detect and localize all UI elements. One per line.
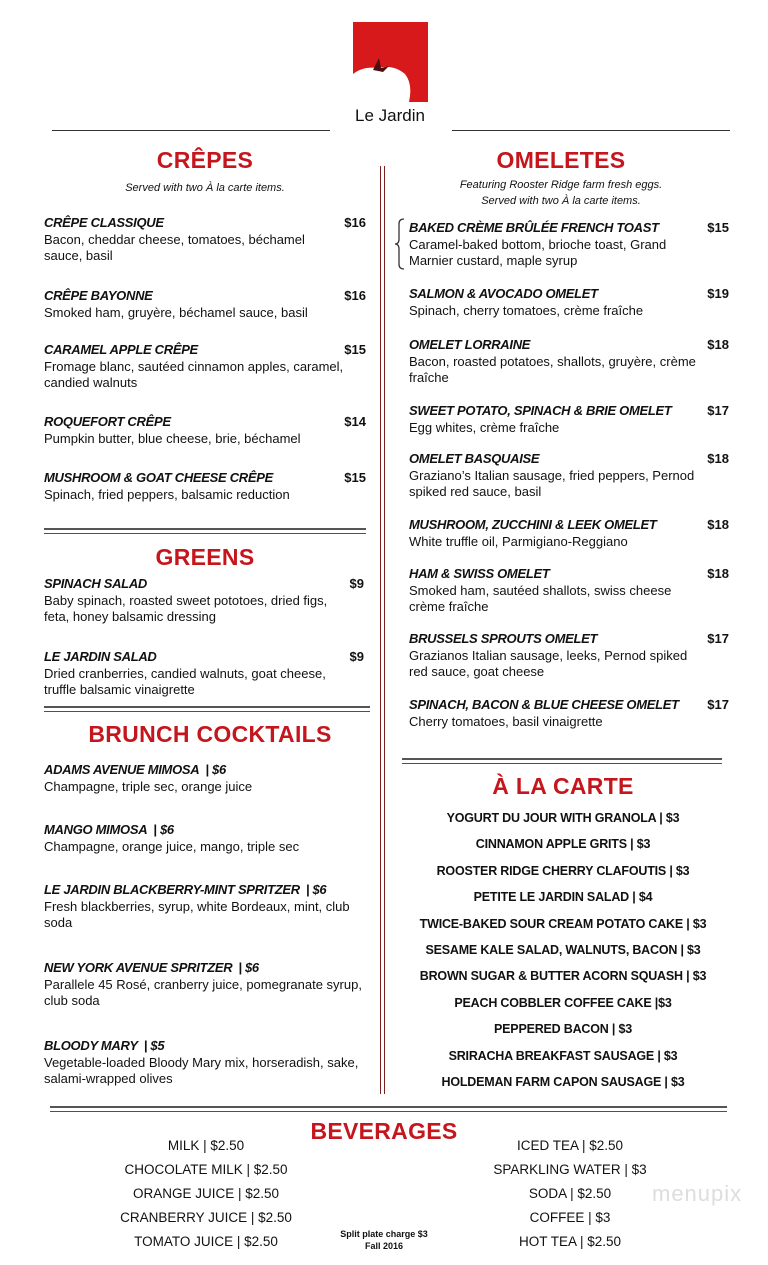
alacarte-item: YOGURT DU JOUR WITH GRANOLA | $3 [446,811,680,825]
beverage-item: MILK | $2.50 [167,1138,245,1153]
item-description: Caramel-baked bottom, brioche toast, Grand Marnier custard, maple syrup [409,236,667,268]
crepes-subtitle: Served with two À la carte items. [125,182,285,194]
item-description: Baby spinach, roasted sweet pototoes, dried figs, feta, honey balsamic dressing [44,592,328,624]
menu-item [409,451,729,501]
item-name [409,403,729,420]
item-description: Vegetable-loaded Bloody Mary mix, horseradish, sake, salami-wrapped olives [44,1054,359,1086]
item-name-text: ADAMS AVENUE MIMOSA [44,762,200,777]
alacarte-item: PEACH COBBLER COFFEE CAKE |$3 [454,995,672,1010]
item-description: Spinach, cherry tomatoes, crème fraîche [409,302,644,318]
menu-item [409,403,729,436]
item-description: Egg whites, crème fraîche [409,419,560,435]
menu-item [44,470,366,503]
item-name [44,288,366,305]
item-name-text: BRUSSELS SPROUTS OMELET [409,631,598,646]
beverage-item: HOT TEA | $2.50 [518,1234,622,1249]
item-description: Smoked ham, gruyère, béchamel sauce, basil [44,304,308,320]
cocktails-title: BRUNCH COCKTAILS [88,721,332,747]
section-divider [402,758,722,764]
logo [353,22,428,102]
item-price: $18 [707,451,729,466]
menu-item [409,337,729,387]
omeletes-subtitle: Served with two À la carte items. [481,195,641,207]
beverage-item: CRANBERRY JUICE | $2.50 [120,1210,292,1225]
item-description: Champagne, orange juice, mango, triple sec [44,838,300,854]
alacarte-title: À LA CARTE [492,773,634,799]
menu-item [409,517,729,550]
item-name-text: BAKED CRÈME BRÛLÉE FRENCH TOAST [409,220,659,235]
item-description: Parallele 45 Rosé, cranberry juice, pomegranate syrup, club soda [44,976,362,1008]
alacarte-item: TWICE-BAKED SOUR CREAM POTATO CAKE | $3 [419,916,707,931]
item-name [409,631,729,648]
item-price: | $5 [143,1038,165,1053]
menu-item [44,414,366,447]
item-name [409,697,729,714]
section-divider [44,528,366,534]
item-price: $15 [344,470,366,485]
footer-note [304,1228,464,1252]
item-name-text: SPINACH, BACON & BLUE CHEESE OMELET [409,697,679,712]
item-description: Cherry tomatoes, basil vinaigrette [409,713,603,729]
item-name [44,762,364,779]
item-price: $9 [349,576,364,591]
greens-title: GREENS [155,544,255,570]
item-description: Spinach, fried peppers, balsamic reduction [44,486,290,502]
menu-item [44,215,366,265]
item-name [44,649,364,666]
item-name [44,822,364,839]
item-name-text: CRÊPE BAYONNE [44,288,153,303]
menu-item [409,566,729,616]
alacarte-item: PEPPERED BACON | $3 [494,1022,632,1037]
menu-item [44,649,364,699]
item-name-text: LE JARDIN BLACKBERRY-MINT SPRITZER [44,882,300,897]
item-price: $17 [707,403,729,418]
alacarte-item: HOLDEMAN FARM CAPON SAUSAGE | $3 [441,1075,685,1089]
alacarte-item: PETITE LE JARDIN SALAD | $4 [473,890,653,905]
item-price: | $6 [153,822,174,837]
beverage-item: TOMATO JUICE | $2.50 [134,1234,278,1249]
alacarte-item: SRIRACHA BREAKFAST SAUSAGE | $3 [448,1048,678,1063]
omeletes-subtitle: Featuring Rooster Ridge farm fresh eggs. [459,179,663,191]
item-name [409,220,729,237]
beverage-item: SPARKLING WATER | $3 [493,1162,647,1177]
item-price: $18 [707,566,729,581]
item-name [44,1038,364,1055]
item-name-text: ROQUEFORT CRÊPE [44,414,171,429]
menu-item [44,822,364,855]
beverage-item: ICED TEA | $2.50 [516,1138,624,1153]
beverage-item: SODA | $2.50 [528,1186,612,1201]
item-description: Fromage blanc, sautéed cinnamon apples, caramel, candied walnuts [44,358,344,390]
item-name [409,517,729,534]
item-name [409,337,729,354]
item-name [44,576,364,593]
beverage-item: ORANGE JUICE | $2.50 [132,1186,280,1201]
menu-item [44,288,366,321]
alacarte-item: ROOSTER RIDGE CHERRY CLAFOUTIS | $3 [436,863,690,878]
alacarte-item: SESAME KALE SALAD, WALNUTS, BACON | $3 [425,943,701,957]
restaurant-name: Le Jardin [355,106,425,125]
item-description: Fresh blackberries, syrup, white Bordeaux, mint, club soda [44,898,350,930]
item-name-text: BLOODY MARY [44,1038,138,1053]
item-description: Bacon, cheddar cheese, tomatoes, béchamel sauce, basil [44,231,305,263]
item-name [409,286,729,303]
column-divider [380,166,381,1094]
item-price: $14 [344,414,366,429]
item-description: Grazianos Italian sausage, leeks, Pernod spiked red sauce, goat cheese [409,647,688,679]
item-description: Graziano’s Italian sausage, fried peppers, Pernod spiked red sauce, basil [409,467,695,499]
watermark: menupix [652,1181,743,1206]
menu-item [44,342,366,392]
item-price: $18 [707,517,729,532]
omeletes-title: OMELETES [496,147,626,173]
item-name-text: MUSHROOM, ZUCCHINI & LEEK OMELET [409,517,657,532]
beverage-item: CHOCOLATE MILK | $2.50 [124,1162,288,1177]
item-name-text: OMELET LORRAINE [409,337,531,352]
item-name [409,566,729,583]
item-name [44,414,366,431]
item-name [44,342,366,359]
beverages-title: BEVERAGES [310,1118,458,1144]
item-name [44,960,364,977]
item-name-text: NEW YORK AVENUE SPRITZER [44,960,233,975]
item-price: $16 [344,288,366,303]
item-description: Bacon, roasted potatoes, shallots, gruyère, crème fraîche [409,353,696,385]
item-price: $19 [707,286,729,301]
menu-item [44,762,364,795]
alacarte-item: BROWN SUGAR & BUTTER ACORN SQUASH | $3 [419,969,707,984]
item-description: Champagne, triple sec, orange juice [44,778,253,794]
section-divider [44,706,370,712]
crepes-title: CRÊPES [156,147,254,173]
item-price: $9 [349,649,364,664]
header-rule-right [452,130,730,131]
item-price: $17 [707,697,729,712]
item-name [44,470,366,487]
item-name-text: HAM & SWISS OMELET [409,566,550,581]
item-price: | $6 [205,762,226,777]
menu-item [409,697,729,730]
item-price: | $6 [238,960,259,975]
item-name [44,882,364,899]
menu-item [44,1038,364,1088]
item-name-text: SWEET POTATO, SPINACH & BRIE OMELET [409,403,672,418]
menu-item [44,576,364,626]
menu-item [44,960,364,1010]
item-price: $15 [344,342,366,357]
item-name-text: MUSHROOM & GOAT CHEESE CRÊPE [44,470,273,485]
item-price: | $6 [305,882,327,897]
item-name-text: SALMON & AVOCADO OMELET [409,286,598,301]
header-rule-left [52,130,330,131]
item-description: Smoked ham, sautéed shallots, swiss cheese crème fraîche [409,582,672,614]
column-divider [384,166,385,1094]
item-name-text: CARAMEL APPLE CRÊPE [44,342,198,357]
item-name [409,451,729,468]
beverage-item: COFFEE | $3 [529,1210,611,1225]
item-price: $18 [707,337,729,352]
item-price: $17 [707,631,729,646]
item-name-text: CRÊPE CLASSIQUE [44,215,164,230]
brace-icon [394,218,406,270]
item-price: $15 [707,220,729,235]
season: Fall 2016 [364,1241,404,1251]
item-name-text: MANGO MIMOSA [44,822,148,837]
menu-item [44,882,364,932]
item-name [44,215,366,232]
split-plate-charge: Split plate charge $3 [340,1229,428,1239]
section-divider [50,1106,727,1112]
item-description: White truffle oil, Parmigiano-Reggiano [409,533,628,549]
item-name-text: SPINACH SALAD [44,576,147,591]
item-name-text: LE JARDIN SALAD [44,649,157,664]
menu-item [409,220,729,270]
menu-item [409,631,729,681]
alacarte-item: CINNAMON APPLE GRITS | $3 [475,837,651,852]
item-name-text: OMELET BASQUAISE [409,451,540,466]
menu-item [409,286,729,319]
item-description: Dried cranberries, candied walnuts, goat cheese, truffle balsamic vinaigrette [44,665,326,697]
item-description: Pumpkin butter, blue cheese, brie, béchamel [44,430,301,446]
item-price: $16 [344,215,366,230]
